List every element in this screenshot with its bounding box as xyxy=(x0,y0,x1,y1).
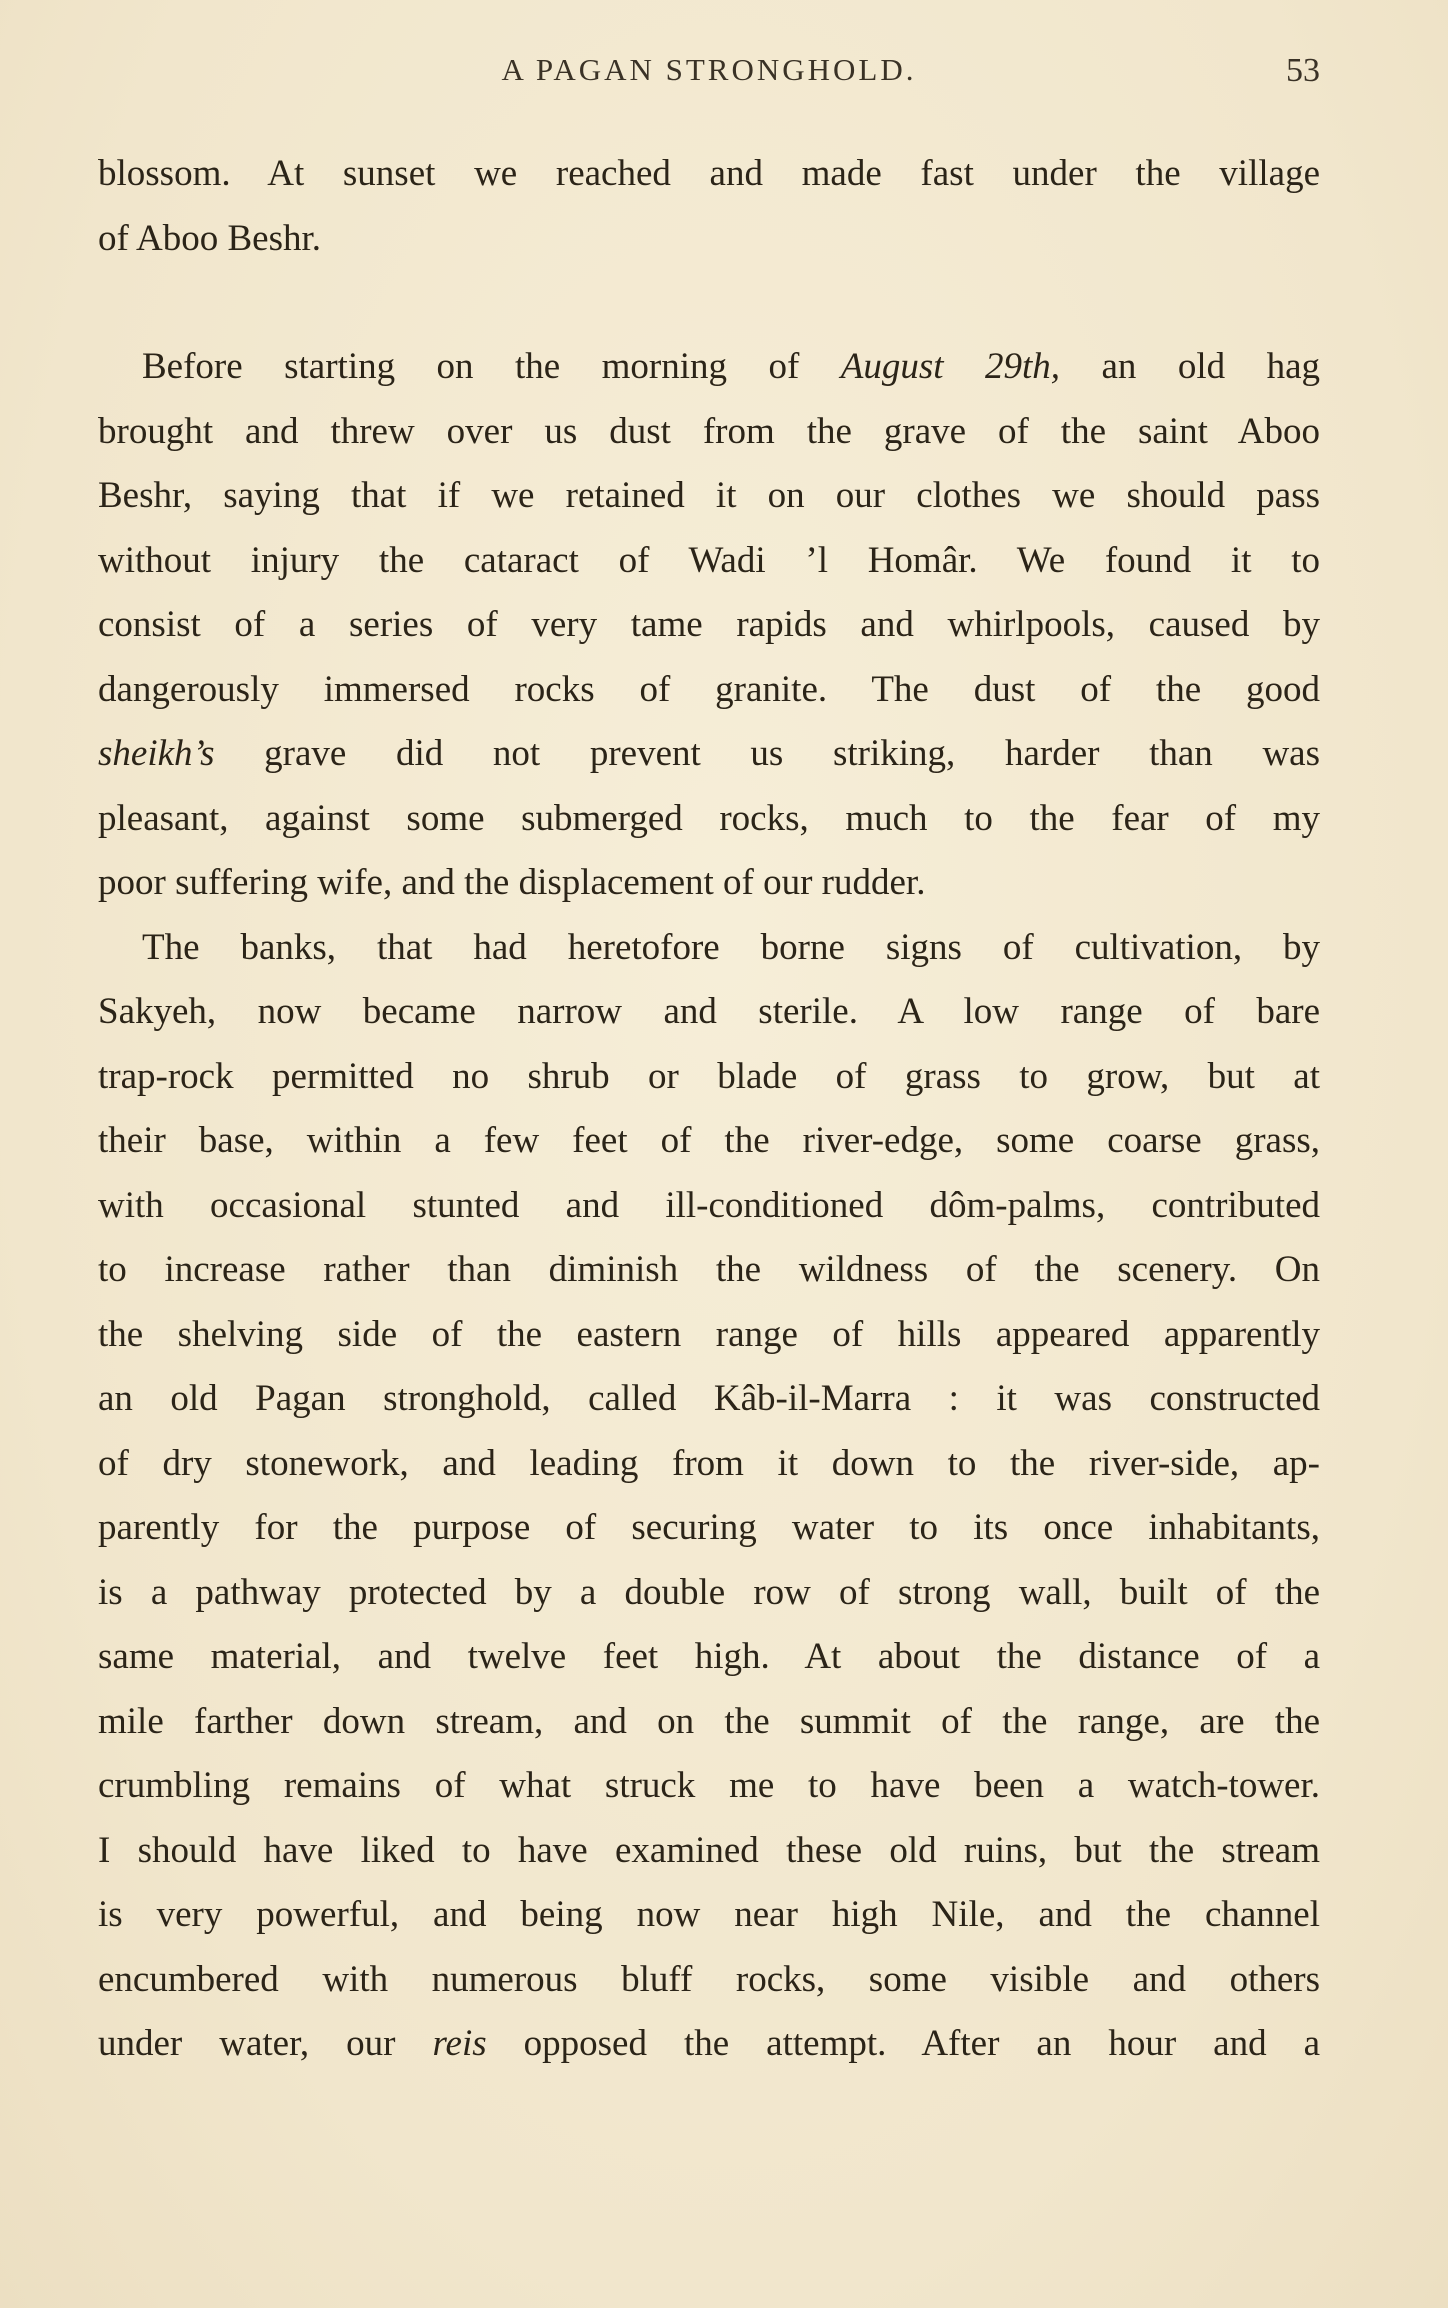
running-title: A PAGAN STRONGHOLD. xyxy=(501,52,917,87)
text-line: is a pathway protected by a double row of strong wall, built of the xyxy=(98,1571,1320,1613)
text-line: I should have liked to have examined these old ruins, but the stream xyxy=(98,1829,1320,1871)
text-line: trap-rock permitted no shrub or blade of grass to grow, but at xyxy=(98,1055,1320,1097)
text-line: without injury the cataract of Wadi ’l Homâr. We found it to xyxy=(98,539,1320,581)
text-line: with occasional stunted and ill-conditioned dôm-palms, contributed xyxy=(98,1184,1320,1226)
text-line: of dry stonework, and leading from it down to the river-side, ap- xyxy=(98,1442,1320,1484)
text-line: pleasant, against some submerged rocks, much to the fear of my xyxy=(98,797,1320,839)
text-run: an old hag xyxy=(1101,346,1320,387)
text-line: poor suffering wife, and the displacement of our rudder. xyxy=(98,862,926,903)
text-line: of Aboo Beshr. xyxy=(98,217,322,259)
page-number: 53 xyxy=(1286,52,1320,89)
text-line: crumbling remains of what struck me to have been a watch-tower. xyxy=(98,1765,1320,1806)
text-run: under water, our xyxy=(98,2023,396,2064)
text-line: brought and threw over us dust from the grave of the saint Aboo xyxy=(98,410,1320,452)
text-line: an old Pagan stronghold, called Kâb-il-Marra : it was constructed xyxy=(98,1378,1320,1419)
text-run: opposed the attempt. After an hour and a xyxy=(523,2023,1320,2064)
text-run: grave did not prevent us striking, harder than was xyxy=(264,733,1320,774)
text-line xyxy=(98,722,1320,787)
text-line: is very powerful, and being now near high Nile, and the channel xyxy=(98,1894,1320,1935)
text-line xyxy=(98,335,1320,400)
page-header xyxy=(98,52,1320,102)
text-line: Beshr, saying that if we retained it on our clothes we should pass xyxy=(98,475,1320,516)
text-line: their base, within a few feet of the river-edge, some coarse grass, xyxy=(98,1120,1320,1161)
paragraph-gap xyxy=(98,271,1320,335)
text-line: Sakyeh, now became narrow and sterile. A low range of bare xyxy=(98,991,1320,1032)
body-text xyxy=(98,142,1320,2077)
text-line: dangerously immersed rocks of granite. The dust of the good xyxy=(98,668,1320,710)
text-line xyxy=(98,2012,1320,2077)
text-run: Before starting on the morning of xyxy=(142,346,800,387)
text-line: consist of a series of very tame rapids and whirlpools, caused by xyxy=(98,604,1320,645)
text-line: parently for the purpose of securing water to its once inhabitants, xyxy=(98,1507,1320,1548)
italic-date: August 29th, xyxy=(840,346,1061,387)
text-line: same material, and twelve feet high. At about the distance of a xyxy=(98,1636,1320,1677)
text-line: mile farther down stream, and on the summit of the range, are the xyxy=(98,1700,1320,1742)
text-line: the shelving side of the eastern range of hills appeared apparently xyxy=(98,1313,1320,1355)
text-line: to increase rather than diminish the wildness of the scenery. On xyxy=(98,1249,1320,1290)
italic-word: sheikh’s xyxy=(98,733,215,774)
text-line: The banks, that had heretofore borne signs of cultivation, by xyxy=(142,926,1320,968)
italic-word: reis xyxy=(432,2023,487,2064)
text-line: encumbered with numerous bluff rocks, some visible and others xyxy=(98,1958,1320,2000)
text-line: blossom. At sunset we reached and made fast under the village xyxy=(98,153,1320,194)
